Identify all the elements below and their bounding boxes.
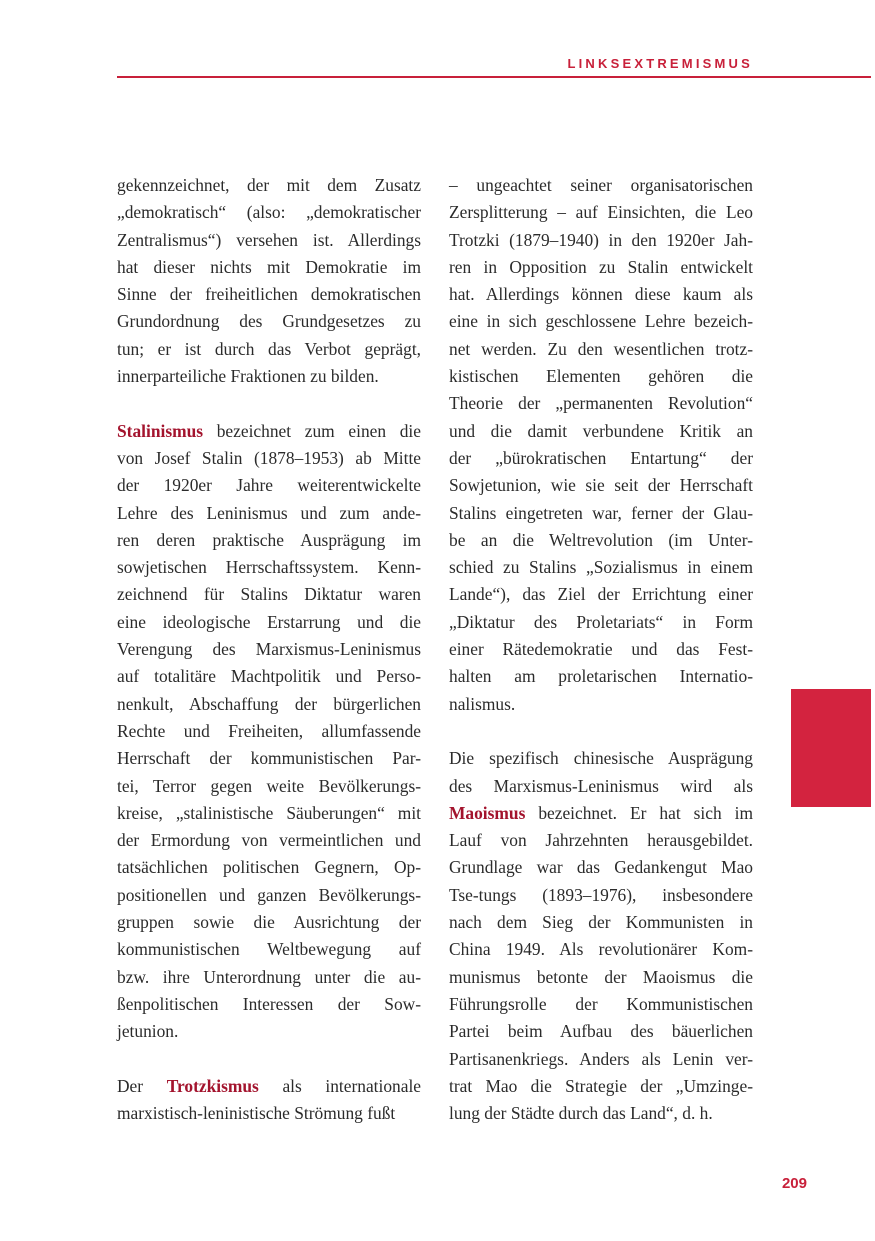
text-line: auf totalitäre Machtpolitik und Perso- (117, 666, 421, 687)
text-line: und die damit verbundene Kritik an (449, 420, 753, 441)
text-line: hat. Allerdings können diese kaum als (449, 284, 753, 305)
text-line: „Diktatur des Proletariats“ in Form (449, 611, 753, 632)
text-line: tatsächlichen politischen Gegnern, Op- (117, 857, 421, 878)
chapter-tab-marker (791, 689, 871, 807)
paragraph (117, 172, 421, 390)
text-line (117, 1073, 421, 1100)
text-line: marxistisch-leninistische Strömung fußt (117, 1103, 396, 1124)
text-line: Partisanenkriegs. Anders als Lenin ver- (449, 1048, 753, 1069)
highlighted-term: Trotzkismus (166, 1075, 259, 1096)
text-line: Zersplitterung – auf Einsichten, die Leo (449, 202, 753, 223)
text-line: zeichnend für Stalins Diktatur waren (117, 584, 421, 605)
highlighted-term: Stalinismus (117, 420, 204, 441)
text-line: eine in sich geschlossene Lehre bezeich- (449, 311, 753, 332)
line-text: Der (117, 1075, 167, 1096)
text-line: eine ideologische Erstarrung und die (117, 611, 421, 632)
paragraph (449, 745, 753, 1127)
page-number: 209 (781, 1175, 807, 1192)
text-line: kreise, „stalinistische Säuberungen“ mit (117, 802, 421, 823)
text-line: Grundlage war das Gedankengut Mao (449, 857, 753, 878)
paragraph (117, 1073, 421, 1128)
text-line: „demokratisch“ (also: „demokratischer (117, 202, 421, 223)
text-line: ßenpolitischen Interessen der Sow- (117, 993, 421, 1014)
section-header: LINKSEXTREMISMUS (567, 56, 753, 71)
text-line: Tse-tungs (1893–1976), insbesondere (449, 884, 753, 905)
text-line: der „bürokratischen Entartung“ der (449, 447, 753, 468)
text-line: innerparteiliche Fraktionen zu bilden. (117, 366, 379, 387)
text-line: nach dem Sieg der Kommunisten in (449, 912, 753, 933)
text-line: Sowjetunion, wie sie seit der Herrschaft (449, 475, 753, 496)
text-line: munismus betonte der Maoismus die (449, 966, 753, 987)
text-line: trat Mao die Strategie der „Umzinge- (449, 1075, 753, 1096)
text-line: positionellen und ganzen Bevölkerungs- (117, 884, 421, 905)
text-line: Zentralismus“) versehen ist. Allerdings (117, 229, 421, 250)
text-line: Partei beim Aufbau des bäuerlichen (449, 1021, 753, 1042)
text-line: gruppen sowie die Ausrichtung der (117, 912, 421, 933)
line-text: bezeichnet. Er hat sich im (525, 802, 753, 823)
line-text: als internationale (258, 1075, 421, 1096)
text-line (449, 800, 753, 827)
text-line: Verengung des Marxismus-Leninismus (117, 639, 421, 660)
text-line: tei, Terror gegen weite Bevölkerungs- (117, 775, 421, 796)
text-line: der 1920er Jahre weiterentwickelte (117, 475, 421, 496)
text-line: Theorie der „permanenten Revolution“ (449, 393, 753, 414)
text-line (117, 418, 421, 445)
text-line: kistischen Elementen gehören die (449, 366, 753, 387)
highlighted-term: Maoismus (449, 802, 526, 823)
text-line: schied zu Stalins „Sozialismus in einem (449, 557, 753, 578)
text-line: net werden. Zu den wesentlichen trotz- (449, 338, 753, 359)
text-line: Sinne der freiheitlichen demokratischen (117, 284, 421, 305)
text-column-left (117, 172, 421, 1127)
text-line: Lehre des Leninismus und zum ande- (117, 502, 421, 523)
text-line: halten am proletarischen Internatio- (449, 666, 753, 687)
paragraph (117, 418, 421, 1046)
text-line: einer Rätedemokratie und das Fest- (449, 639, 753, 660)
text-line: nalismus. (449, 693, 516, 714)
paragraph-gap (117, 390, 421, 417)
text-line: Die spezifisch chinesische Ausprägung (449, 748, 753, 769)
text-line: gekennzeichnet, der mit dem Zusatz (117, 175, 421, 195)
text-line: Herrschaft der kommunistischen Par- (117, 748, 421, 769)
text-line: Trotzki (1879–1940) in den 1920er Jah- (449, 229, 753, 250)
text-line: jetunion. (117, 1021, 179, 1042)
text-line: bzw. ihre Unterordnung unter die au- (117, 966, 421, 987)
text-line: Rechte und Freiheiten, allumfassende (117, 720, 421, 741)
paragraph-gap (449, 718, 753, 745)
text-line: China 1949. Als revolutionärer Kom- (449, 939, 753, 960)
text-line: von Josef Stalin (1878–1953) ab Mitte (117, 447, 421, 468)
text-line: Führungsrolle der Kommunistischen (449, 993, 753, 1014)
text-line: be an die Weltrevolution (im Unter- (449, 529, 753, 550)
paragraph-gap (117, 1046, 421, 1073)
text-line: des Marxismus-Leninismus wird als (449, 775, 753, 796)
text-line: Stalins eingetreten war, ferner der Glau- (449, 502, 753, 523)
text-line: hat dieser nichts mit Demokratie im (117, 256, 421, 277)
line-text: bezeichnet zum einen die (203, 420, 421, 441)
text-line: ren in Opposition zu Stalin entwickelt (449, 256, 753, 277)
text-line: ren deren praktische Ausprägung im (117, 529, 421, 550)
text-line: kommunistischen Weltbewegung auf (117, 939, 421, 960)
text-line: nenkult, Abschaffung der bürgerlichen (117, 693, 421, 714)
text-line: Grundordnung des Grundgesetzes zu (117, 311, 421, 332)
paragraph (449, 172, 753, 718)
text-column-right (449, 172, 753, 1127)
text-line: lung der Städte durch das Land“, d. h. (449, 1103, 713, 1124)
text-line: sowjetischen Herrschaftssystem. Kenn- (117, 557, 421, 578)
text-line: – ungeachtet seiner organisatorischen (449, 175, 753, 195)
text-line: tun; er ist durch das Verbot geprägt, (117, 338, 421, 359)
text-line: Lande“), das Ziel der Errichtung einer (449, 584, 753, 605)
header-rule (117, 76, 871, 78)
text-line: der Ermordung von vermeintlichen und (117, 830, 421, 851)
text-line: Lauf von Jahrzehnten herausgebildet. (449, 830, 753, 851)
